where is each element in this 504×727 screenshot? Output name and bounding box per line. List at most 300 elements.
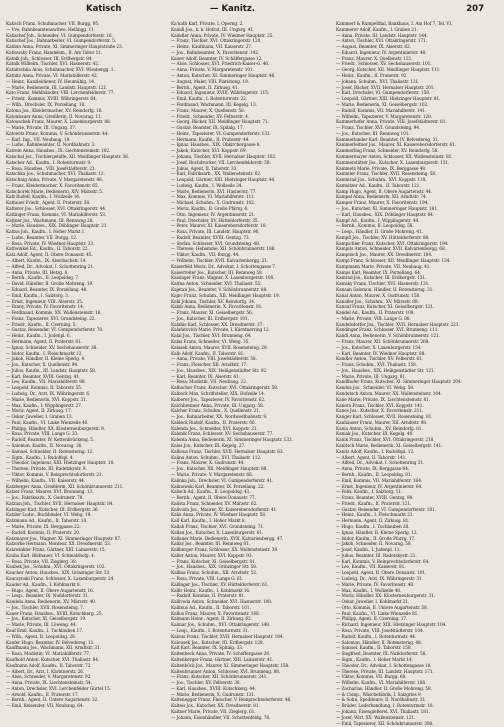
- directory-entry: Kallmus Ad., Kaufm., II. Taborstr. 101.: [171, 605, 251, 611]
- directory-entry: Katlein Anna, Private, XI. Simmeringer Hauptstraße 23.: [6, 45, 123, 51]
- directory-entry: — Franz, Maurer, X. Gudrunstr. 44.: [171, 461, 245, 467]
- directory-entry: Kaufmann Adolf, Kaufm., II. Taborstr. 72.: [6, 663, 92, 669]
- directory-entry: — Wilh., Drechsler, IX. Porzellang. 18.: [6, 102, 86, 108]
- directory-entry: Kalenik Franz, Schlosser, XV. Sechshauserstr. 77.: [171, 432, 274, 438]
- directory-entry: Kauf Emil, Kaufm., I. Tuchlauben 17.: [6, 629, 84, 635]
- directory-entry: Kampfl Jos., Tischler, XV. Hütteldorferstr. 88.: [336, 235, 430, 241]
- directory-entry: Kampitsch Jos., Maurer, XX. Dresdnerstr. 104.: [336, 253, 433, 259]
- directory-entry: Kauczynski Franz, Schlosser, X. Laxenburgerstr. 24.: [6, 577, 115, 582]
- directory-entry: Kania Anton, Schuhm., XV. Reindorfg. 81.: [336, 426, 423, 432]
- directory-entry: — Jos., Kutscher, XI. Geiselbergstr. 19.: [6, 617, 87, 623]
- directory-entry: — Gustav, Reisender, VI. Gumpendorferstr. 70.: [6, 328, 104, 334]
- directory-entry: Kaller Anton, Maurer, XVI. Koppstr. 93.: [171, 553, 253, 559]
- directory-entry: Kanitz Adolf, Kaufm., I. Rudolfspl. 12.: [336, 449, 415, 455]
- directory-entry: — Jos., Kutscher, XI. Simmeringer Hauptstr. 181.: [336, 207, 439, 212]
- directory-entry: Katischef Jos., Bahnarbeiter, VI. Gumpendorferstr. 5.: [6, 39, 116, 45]
- directory-entry: — Rudolf, Kommis, II. Praterstr. 20.: [6, 530, 81, 536]
- directory-entry: — Leop., Händler, II. Große Mohreng. 41.: [336, 230, 423, 236]
- directory-entry: Kampits Anton, Schneider, XVII. Kalvarienbergg. 68.: [336, 247, 446, 253]
- directory-entry: Kalix Anna, Private, IV. Wiedner Hauptstr. 58.: [171, 513, 267, 519]
- directory-entry: — Eduard, Beamter, IX. Porzellang. 48.: [6, 287, 88, 293]
- directory-entry: Kalivoda Jos., Maurer, XI. Kaiserebersdorferstr. 41.: [171, 507, 278, 513]
- directory-entry: Kandlhofer Franz, Kutscher, XI. Simmeringer Hauptstr. 204.: [336, 380, 462, 386]
- directory-entry: — Rudolf, Kommis, VII. Mariahilferstr. 141.: [336, 108, 427, 114]
- directory-entry: Katzberger Anna, Greißlerin, XII. Schönbrunnerstr. 211.: [6, 484, 124, 490]
- directory-entry: — Leopold, Kommis, II. Taborstr. 55.: [6, 386, 83, 392]
- directory-entry: — Eduard, Ingenieur, IV. Argentinierstr. 48.: [336, 50, 427, 56]
- directory-entry: Katzian Joh., Tischler, XVII. Hernalser Hauptstr. 84.: [6, 501, 114, 507]
- directory-entry: Kajnc Franz, Schuhm., XII. Meidlinger Hauptstr. 19.: [171, 293, 280, 299]
- directory-entry: — Josef, Bäcker, XVII. Hernalser Hauptstr. 201.: [336, 85, 435, 91]
- directory-entry: — Samuel, Kaufm., II. Taborstr. 158.: [336, 646, 412, 652]
- directory-entry: — Jos., Kutscher, XII. Meidlinger Hauptstr. 88.: [171, 467, 268, 473]
- directory-entry: — Therese, Private, III. Landstr. Hauptstr. 171.: [336, 669, 434, 675]
- directory-entry: Kallay Jos., Beamter, III. Rennweg 81.: [171, 542, 250, 548]
- directory-entry: — Ernst, Ingenieur, IV. Argentinierstr. 64.: [336, 484, 423, 490]
- directory-entry: Kammerstätter Jos., Kutscher, X. Laxenburgerstr. 131.: [336, 160, 450, 166]
- directory-entry: — Karl, Beamter, XVIII. Gentzg. 41.: [6, 374, 81, 380]
- directory-entry: — Karl, Ing., VII. Neubaug. 19.: [6, 137, 71, 143]
- directory-entry: — Julius, Beamter, III. Radetzkystr. 21.: [336, 553, 417, 559]
- directory-entry: — Philipp, Händler, XX. Klosterneuburgerstr. 9.: [6, 426, 105, 432]
- directory-entry: — Julius, Kaufm., III. Landstr. Hauptstr. 58.: [6, 368, 97, 374]
- directory-entry: — Karl, Drechsler, VI. Gumpendorferstr. 158.: [336, 91, 431, 97]
- directory-entry: — Rosa, Private, VIII. Josefstädterstr. 104.: [336, 629, 424, 635]
- directory-entry: — Rosa, Private, III. Landstr. Hauptstr. 96.: [171, 230, 260, 236]
- directory-entry: Katrein Anna, Hausbes., IX. Liechtensteinstr. 102.: [6, 149, 111, 155]
- directory-entry: — Fanny, Private, IV. Favoritenstr. 14.: [6, 305, 85, 311]
- directory-entry: Kanal Anton, Maurer, X. Gudrunstr. 158.: [336, 293, 421, 299]
- directory-entry: Kaltenböck Jos., Maurer, XI. Simmeringer Hauptstr. 158.: [171, 663, 290, 669]
- directory-entry: — Isidor, Kaufm., I. Fleischmarkt 12.: [6, 351, 83, 357]
- directory-entry: Kandl Anna, Bedienerin, V. Schönbrunnerstr. 121.: [336, 334, 440, 340]
- directory-entry: Kallus Franz, Maurer, X. Favoritenstr. 168.: [171, 611, 260, 617]
- directory-entry: — Wilhelm, Kaufm., VI. Mariahilferstr. 188.: [336, 681, 427, 687]
- directory-entry: — Peter, Maurer, XI. Kaiserebersdorferstr. 18.: [171, 224, 267, 230]
- directory-entry: Kallab Franz, Tischler, XVI. Grundsteing. 71.: [171, 524, 265, 530]
- directory-entry: — Anton, Drechsler, XVI. Lerchenfelder Gürtel 15.: [6, 686, 111, 692]
- directory-entry: — Wilh., Agent, II. Leopoldsg. 28.: [6, 634, 76, 640]
- directory-entry: — & Sohn, Spediteure, II. Nordbahnstr. 21.: [336, 698, 427, 704]
- directory-entry: — Ferdinand, Wachmann, III. Kegelg. 13.: [171, 102, 257, 108]
- directory-entry: — Leopold, Agent, II. Obere Donaustr. 101.: [336, 571, 427, 577]
- directory-entry: — Hermann, Agent, II. Praterstr. 61.: [6, 339, 82, 345]
- directory-entry: Kalhous Franz, Tischler, XVII. Hernalser Hauptstr. 63.: [171, 449, 284, 455]
- directory-entry: Kaufer Hugo, Beamter, IV. Belvedereg. 11.: [6, 640, 95, 646]
- directory-entry: Kattus Joh., Kaufm., I. Hoher Markt 1.: [6, 230, 86, 236]
- directory-entry: Kammetz Marie, Private, IX. Berggasse 48.: [336, 166, 427, 172]
- directory-entry: Kalafatovich Marie, Private, I. Kärntnerring 12.: [171, 328, 270, 334]
- directory-entry: — Therese, Private, III. Radetzkystr. 9.: [6, 467, 87, 473]
- directory-entry: Kamp Hugo, Agent, II. Obere Augartenstr. 44.: [336, 189, 433, 195]
- directory-entry: — Friedr., Kaufm., II. Praterstr. 121.: [336, 501, 412, 507]
- directory-entry: — Anna, Private, IX. Liechtensteinstr. 54.: [6, 681, 92, 687]
- page-number: 207: [466, 4, 484, 14]
- directory-entry: — Jakob, Händler, II. Kleine Sperlg. 4.: [6, 357, 86, 363]
- directory-entry: Katnitschka Alois, Schuhmacher, XVI. Wiesbergg. 1.: [6, 68, 115, 74]
- directory-entry: — Leop., Kaufm., I. Rotenturmstr. 31.: [171, 629, 250, 635]
- directory-entry: — Ludw., Bahnbeamter, II. Nordbahnstr. 3.: [6, 143, 96, 149]
- directory-entry: — Leop., Beamter, IX. Nußdorferstr. 31.: [6, 594, 90, 600]
- directory-entry: — Zacharias, Händler, II. Große Mohreng. 58.: [336, 686, 432, 692]
- directory-entry: — Salomon, Kaufm., II. Novarag. 36.: [6, 444, 83, 450]
- directory-entry: Kandinger Franz, Schlosser, XVI. Brunneng. 111.: [336, 328, 439, 334]
- directory-entry: Kalasek Anton, Maurer, XVII. Rosensteing. 29.: [171, 345, 268, 351]
- directory-entry: Katzorke Hermann, Monteur, XX. Dresdnerstr. 53.: [6, 542, 111, 548]
- directory-entry: — Max, Kommis, VI. Mariahilferstr. 111.: [171, 195, 256, 201]
- directory-entry: Kammerhofer Anna, Private, VIII. Josefstädterstr. 81.: [336, 120, 447, 126]
- directory-entry: — Anna, Private, III. Landstr. Hauptstr. 144.: [336, 33, 428, 39]
- directory-entry: — Franz, Kutscher, XI. Geiselbergstr. 81.: [171, 559, 256, 565]
- directory-entry: — Franz, Tapezierer, XVI. Grundsteing. 22.: [6, 316, 96, 322]
- directory-columns: [6, 22, 498, 727]
- directory-entry: Katowitz Franz, Kommis, V. Schönbrunnerstr. 44.: [6, 131, 109, 137]
- directory-entry: — Marie, Hausbes., XIX. Döblinger Hauptstr. 21.: [6, 224, 108, 230]
- directory-entry: — Friedr., Schneider, XV. Felberstr. 4.: [171, 114, 250, 120]
- directory-entry: Katterer Jos., Schlosser, XVI. Ottakringerstr. 44.: [6, 207, 107, 212]
- directory-entry: — Isidor, Kaufm., II. Große Pfarrg. 17.: [336, 536, 416, 542]
- directory-entry: — Ignaz, Hausbes., XIX. Obkirchergasse 8.: [171, 143, 261, 149]
- directory-entry: Kalousek Jos., Kutscher, III. Erdbergstr. 128.: [171, 640, 264, 646]
- directory-entry: — Rosa, Private, VII. Zieglerg. 38.: [6, 559, 77, 565]
- directory-entry: — Georg, Bäcker, XII. Meidlinger Hauptstr. 71.: [171, 120, 269, 126]
- directory-entry: — Emil, Tapezierer, XII. Schönbrunnerstr. 288.: [336, 721, 434, 727]
- directory-entry: — Siegfried, Beamter, IX. Nußdorferstr. 58.: [336, 652, 427, 658]
- directory-entry: Kallina Franz, Schuhm., XII. Arndtstr. 52.: [171, 571, 258, 577]
- directory-entry: Kalt Karl, Beamter, IX. Spitalg. 33.: [171, 646, 244, 652]
- directory-entry: — Samuel, Schneider, II. Rotensterng. 12.: [6, 449, 94, 455]
- directory-entry: — Josef, Wirt, XX. Wallensteinstr. 121.: [336, 715, 416, 721]
- directory-column-1: [6, 22, 168, 710]
- directory-entry: — Ludwig, Kaufm., I. Wollzeile 34.: [171, 183, 243, 189]
- directory-entry: Kammrad Jos., Schuhm., XVI. Koppstr. 118.: [336, 178, 427, 184]
- directory-entry: — Johann, Tischler, XVII. Hernalser Hauptstr. 162.: [171, 154, 277, 160]
- directory-entry: Kalous Franz, Tischler, XVII. Hernalser Hauptstr. 184.: [171, 634, 284, 640]
- directory-entry: — Jos., Kutscher, III. Rennweg 101.: [336, 131, 410, 137]
- directory-entry: — Bernh., Agent, II. Zirkusg. 41.: [171, 85, 239, 91]
- directory-entry: — Marie, Bedienerin, XI. Geiselbergstr. 102.: [336, 102, 429, 108]
- directory-entry: — Therese, Hebamme, XII. Schönbrunnerstr. 188.: [171, 247, 276, 253]
- directory-entry: Katzmayer Jos., Wagner, XI. Simmeringer Hauptstr. 87.: [6, 536, 122, 542]
- directory-entry: — Jos., Hausbes., XIX. Grinzinger Str. 58.: [171, 565, 258, 571]
- directory-entry: — Heinr., Kanzleidiener, IV. Heumühlg. 14.: [6, 79, 96, 85]
- directory-entry: — Moriz, Kaufm., II. Große Pfarrg. 6.: [171, 207, 249, 212]
- directory-entry: — Wilhelm, Tischler, XVII. Kalvarienbergg. 21.: [171, 259, 269, 265]
- directory-entry: — & Comp., Wäschefabrik, I. Salzgries 9.: [336, 692, 422, 698]
- directory-entry: Kaisinger Franz, Wagner, X. Laxenburgerstr. 108.: [171, 276, 275, 282]
- directory-entry: — Ludwig, Dr., Arzt, IX. Währingerstr. 6.: [6, 392, 91, 397]
- directory-entry: — Stefan, Schlosser, XVI. Grundsteing. 48.: [171, 241, 260, 247]
- directory-entry: — Jos., Hausbes., XIX. Heiligenstädter Str. 92.: [171, 368, 268, 374]
- directory-entry: Katisch Franz, Schuhmacher, VII. Burgg. 95.: [6, 22, 100, 27]
- directory-entry: — Vve, Bahnbeamtenswitwe, Hellingg. 11.: [6, 27, 95, 33]
- directory-entry: Kalisch Ad., Kaufm., II. Leopoldsg. 41.: [171, 490, 251, 496]
- directory-entry: — Heinr., Kaufm., I. Fleischmarkt 21.: [336, 513, 414, 519]
- page-header: [6, 4, 498, 16]
- directory-entry: Kalb Adolf, Kaufm., II. Taborstr. 81.: [171, 351, 245, 357]
- directory-entry: Katz Adolf, Agent, II. Obere Donaustr. 45.: [6, 253, 93, 259]
- directory-entry: Ka'nath Karl, Private, I. Operng. 2.: [171, 22, 244, 27]
- directory-entry: Kanitsch Marie, Bedienerin, XI. Geiselbergstr. 141.: [336, 444, 443, 450]
- directory-entry: — Ignaz, Händler, II. Kleine Sperlg. 12.: [336, 530, 418, 536]
- directory-entry: Kalberer Jos., Tapezierer, IV. Favoritenstr. 62.: [171, 397, 266, 403]
- directory-entry: — Ludwig, Dr., Arzt, IX. Währingerstr. 31.: [336, 577, 423, 582]
- directory-entry: Katnik Wilhelm, Tischler, XVI. Hasnerstr. 42.: [6, 62, 100, 68]
- directory-entry: Kalal Jos., Tischler, XVI. Brunneng. 64.: [171, 334, 252, 340]
- directory-entry: — Rudolf, Beamter, IV. Kettenbrückeng. 5.: [6, 438, 95, 444]
- directory-entry: Kandutsch Anton, Maurer, XX. Wallensteinstr. 104.: [336, 392, 442, 397]
- directory-entry: — Franz, Maurer, XI. Geiselbergstr. 56.: [171, 311, 253, 317]
- directory-entry: — Hugo, Kaufm., I. Tuchlauben 28.: [336, 524, 410, 530]
- header-right-word-text: Kanitz.: [221, 4, 255, 14]
- directory-entry: — Julius, Agent, II. Taborstr. 33.: [171, 166, 238, 172]
- directory-entry: Kalmann Heinr., Agent, II. Zirkusg. 62.: [171, 617, 252, 623]
- directory-entry: — Sigm., Kaufm., I. Rudolfspl. 4.: [6, 455, 74, 461]
- directory-entry: Kammermayer Anton, Schlosser, XX. Wallensteinstr. 81.: [336, 154, 453, 160]
- directory-entry: — Viktor, Kaufm., VII. Burgg. 44.: [171, 253, 240, 259]
- directory-entry: — Emil, Kaufm., I. Rotenturmstr. 22.: [171, 97, 248, 103]
- directory-entry: — Rudolf, Kaufm., I. Rotenturmstr. 44.: [336, 634, 417, 640]
- directory-entry: — August, Beamter, IX. Alserstr. 62.: [336, 45, 411, 51]
- directory-entry: — Jos., Kutscher, X. Quellenstr. 94.: [6, 363, 79, 369]
- directory-entry: — Moriz, Händler, XX. Klosterneuburgerstr. 31.: [336, 594, 436, 600]
- directory-entry: Kajetan Jos., Beamter, V. Schönbrunnerstr. 88.: [171, 287, 268, 293]
- directory-entry: Kamnitzer Ad., Kaufm., II. Taborstr. 121.: [336, 183, 421, 189]
- directory-entry: — Johann, Eisengießerei, XVI. Thaliastr. 181.: [336, 709, 430, 715]
- directory-entry: — Emil, Kaufm., I. Salztorg. 3.: [6, 293, 70, 299]
- directory-entry: — Leo, Kaufm., VII. Mariahilferstr. 98.: [6, 380, 86, 386]
- directory-entry: — Rosa, Modistin, VII. Neubaug. 22.: [171, 380, 248, 386]
- directory-entry: — Anton, Tischler, XVI. Ottakringerstr. 171.: [336, 39, 427, 45]
- directory-entry: — Johann, Schuhm., XVI. Thaliastr. 131.: [336, 79, 420, 85]
- directory-entry: Kaindl Jos., k. k. Hofrat, III. Ungarg. 41.: [171, 27, 255, 33]
- directory-entry: Katscher Ad., Kaufm., I. Rotenturmstr. 9.: [6, 160, 92, 166]
- directory-entry: Katzmann Ad., Kaufm., II. Taborstr. 10.: [6, 519, 88, 525]
- directory-entry: Kalcher Franz, Schuhm., X. Quellenstr. 21.: [171, 409, 261, 415]
- directory-entry: — Theodor, Dr., Advokat, I. Schottengasse 18.: [336, 663, 432, 669]
- header-right-word: [210, 4, 255, 14]
- directory-entry: Kaniak Jos., Kutscher, III. Kegelg. 48.: [336, 432, 414, 438]
- directory-entry: — Heinr., Kaufm., II. Praterstr. 92.: [336, 74, 408, 80]
- directory-entry: — Josef, Kaufm., I. Judenpl. 11.: [336, 548, 401, 554]
- directory-entry: — Salomon, Händler, II. Rotensterng. 48.: [336, 640, 422, 646]
- directory-entry: Katischef Joh., Schneider, VI. Gumpendorferstr. 16.: [6, 33, 113, 39]
- directory-entry: Kaiserreiter Jos., Kutscher, III. Rennweg 58.: [171, 270, 263, 276]
- directory-entry: — Leopold, Gärtner, XIII. Hietzinger Hauptstr. 81.: [336, 97, 441, 103]
- directory-entry: — Albert, Kaufm., IX. Alserbachstr. 14.: [6, 259, 87, 265]
- directory-entry: Kaltenegger Franz, Fleischer, V. Reinprechtsdorferstr. 48.: [171, 698, 292, 704]
- directory-entry: — Jos., Tischler, XV. Felberstr. 38.: [171, 681, 241, 687]
- directory-entry: Kauder Ad., Kaufm., I. Kohlmarkt 8.: [6, 582, 81, 588]
- directory-entry: — Bernh., Kommis, II. Leopoldsg. 58.: [336, 224, 414, 230]
- directory-entry: — Philipp, Agent, II. Czerning. 17.: [336, 617, 408, 623]
- directory-entry: — August, Maler, VIII. Piaristeng. 19.: [171, 79, 249, 85]
- directory-entry: — Rudolf, Kommis, II. Praterstr. 81.: [171, 594, 246, 600]
- directory-entry: Kane Marie, Private, IX. Liechtensteinstr. 81.: [336, 397, 430, 403]
- directory-entry: — Ignaz, Schneider, XV. Sechshauserstr. 38.: [6, 345, 98, 351]
- directory-entry: Kauffmann Jos., Wachmann, XII. Arndtstr. 31.: [6, 646, 101, 652]
- directory-entry: — Wilhelm, Kaufm., VII. Kaiserstr. 44.: [6, 478, 86, 484]
- directory-entry: Kammerl & Rumpelthal, Bankhaus, I. Am Hof 7, Tel. VI.: [336, 22, 453, 27]
- directory-entry: Kalmar Jos., Schuhm., XVI. Ottakringerstr. 148.: [171, 623, 271, 629]
- directory-entry: Kalbacher Franz, Kutscher, XVI. Ottakringerstr. 58.: [171, 386, 279, 392]
- directory-entry: — Moriz, Agent, II. Zirkusg. 17.: [6, 409, 72, 415]
- directory-entry: Kamps Karl, Beamter, IX. Porzellang. 64.: [336, 270, 422, 276]
- directory-entry: Kalchbrenner Anna, Private, III. Ungarg. 58.: [171, 403, 264, 409]
- directory-entry: — Marie, Bedienerin, XVI. Hasnerstr. 77.: [171, 189, 257, 195]
- directory-entry: Kammerleitner Jos., Maurer, XI. Kaiserebersdorferstr. 61.: [336, 143, 457, 149]
- directory-entry: — Richard, Ingenieur, XIII. Hietzinger Hauptstr. 104.: [336, 623, 447, 629]
- directory-entry: Kaudela Anna, Bedienerin, XV. Märzstr. 40.: [6, 600, 96, 606]
- directory-entry: — Johann, Eisenhändler, VII. Schottenfeldg. 78.: [171, 715, 271, 721]
- directory-entry: Kalas Franz, Schneider, VI. Webg. 35.: [171, 339, 250, 345]
- directory-entry: — Friedr., Kaufm., II. Czerning. 5.: [6, 322, 77, 328]
- directory-entry: Katt Rudolf, Kaufm., I. Wollzeile 16.: [6, 195, 81, 201]
- directory-entry: — Paul, Kaufm., VI. Linke Wienzeile 40.: [6, 420, 89, 426]
- directory-entry: — Heinr., Kaufm., I. Judenpl. 6.: [6, 334, 71, 340]
- directory-entry: Kalista Franz, Schneider, XV. Märzstr. 62.: [171, 501, 258, 507]
- directory-entry: — Jos., Kutscher, X. Laxenburgerstr. 154.: [336, 345, 422, 351]
- directory-entry: — Rosa, Modistin, VI. Mariahilferstr. 77.: [6, 652, 91, 658]
- directory-entry: Kall Karl, Kaufm., I. Hoher Markt 8.: [171, 519, 246, 525]
- directory-entry: Katnik Joh., Schlosser, III. Erdbergstr. 84.: [6, 56, 93, 62]
- directory-entry: Kalteis Jos., Kutscher, XX. Dresdnerstr. 81.: [171, 704, 260, 710]
- directory-entry: — Alfred, Dr., Advokat, I. Schottenring 31.: [336, 461, 425, 467]
- directory-entry: — Marie, Private, III. Ungarg. 37.: [6, 126, 77, 132]
- directory-entry: — Marie, Bedienerin, III. Landstr. Hauptstr. 121.: [6, 85, 108, 91]
- directory-entry: — Marie, Private, III. Löweng. 44.: [6, 623, 77, 629]
- directory-entry: — Jos., Hausbes., XIX. Heiligenstädter Str. 121.: [336, 368, 435, 374]
- directory-entry: — Emil, Reisender, VII. Neubaug. 64.: [6, 704, 84, 710]
- directory-entry: Kalinowski Karl, Beamter, IX. Porzellang. 22.: [171, 484, 265, 490]
- directory-entry: Katona Jos., Kleidermacher, XV. Reindorfg. 16.: [6, 108, 103, 114]
- directory-entry: — Bernh., Agent, II. Obere Donaustr. 77.: [171, 496, 256, 502]
- directory-entry: — Jakob, Schneider, II. Novarag. 58.: [336, 542, 412, 548]
- directory-entry: Kampel Anna, Bedienerin, XII. Arndtstr. 74.: [336, 195, 427, 201]
- directory-entry: Kattauer Friedr., Agent, II. Praterstr. 38.: [6, 201, 91, 207]
- directory-entry: Kaufhold Anton, Kutscher, XVI. Thaliastr. 84.: [6, 657, 100, 663]
- directory-entry: Kaubek Jos., Schuhm., XVI. Ottakringerstr. 102.: [6, 565, 106, 571]
- directory-entry: Kallivoda Anton, Schneider, XVI. Hasnerstr. 108.: [171, 600, 273, 606]
- directory-entry: — Jos., Fabriksarb., X. Gudrunstr. 78.: [6, 496, 84, 502]
- directory-entry: — Brüder, Lederhandlung, I. Rotenturmstr. 18.: [336, 704, 434, 710]
- directory-entry: Kattwinkel Ed., Kaufm., II. Taborstr. 22.: [6, 247, 89, 253]
- directory-entry: — Anna, Private, V. Margaretenstr. 101.: [171, 68, 254, 74]
- directory-entry: Katschka Jos., Schuhmacher, XVI. Thaliastr. 12.: [6, 172, 105, 178]
- directory-entry: Kandler Anton, Tischler, XV. Felberstr. 61.: [336, 357, 424, 363]
- directory-entry: — Anton, Kutscher, XI. Simmeringer Hauptstr. 48.: [171, 74, 276, 80]
- directory-entry: Katzwinkler Franz, Gärtner, XIII. Lainzerstr. 15.: [6, 548, 106, 554]
- directory-entry: Kaitna Anton, Schneider, XVI. Thaliastr. 55.: [171, 282, 262, 288]
- directory-entry: — Karl, Kommis, V. Reinprechtsdorferstr. 64.: [336, 559, 430, 565]
- directory-entry: — Friedr., Kommis, XVIII. Währingerstr. 64.: [6, 97, 97, 103]
- directory-entry: — Paul, Kaufm., VI. Linke Wienzeile 81.: [336, 611, 419, 617]
- directory-entry: — Rosa, Private, VIII. Lange G. 61.: [171, 577, 244, 582]
- directory-entry: Katnitz Anna, Private, VI. Mariahilferstr. 42.: [6, 74, 98, 80]
- directory-entry: — Anna, Private, IX. Berggasse 64.: [336, 467, 409, 473]
- directory-entry: Kaltenbeck Anna, Private, IV. Schäffergasse 28.: [171, 652, 271, 658]
- directory-entry: — Viktor, Kommis, VII. Burgg. 68.: [336, 675, 407, 681]
- directory-entry: — Karl, Fabriksarb., XX. Wallensteinstr. 62.: [171, 172, 262, 178]
- directory-entry: — Bernh., Agent, II. Untere Augartenstr. 32.: [6, 698, 99, 704]
- directory-entry: — Anna, Private, VIII. Josefstädterstr. 58.: [171, 357, 257, 363]
- directory-entry: — Theodor, Ingenieur, XIII. Hietzinger Hauptstr. 18.: [6, 461, 115, 467]
- directory-entry: — Ferdinand, Kommis, XX. Wallensteinstr. 16.: [6, 311, 102, 317]
- directory-entry: — Jos., Kutscher, III. Erdbergstr. 101.: [171, 316, 249, 322]
- directory-entry: — Oskar, Juwelier, I. Kohlmarkt 21.: [336, 600, 410, 606]
- directory-entry: Kanera Franz, Tischler, XVI. Koppstr. 141.: [336, 403, 424, 409]
- directory-entry: Kaindler Anna, Private, IV. Wiedner Hauptstr. 25.: [171, 33, 274, 39]
- directory-entry: Kales Jos., Kutscher, III. Kegelg. 27.: [171, 444, 246, 450]
- directory-entry: — Paul, Drechsler, XV. Hütteldorferstr. 35.: [171, 218, 259, 224]
- directory-entry: Kammler Franz, Tischler, XVII. Rosensteing. 58.: [336, 172, 437, 178]
- directory-entry: — Wilhelm, Tapezierer, V. Margaretenstr. 128.: [336, 114, 433, 120]
- header-left-word: Katisch: [86, 4, 122, 14]
- directory-entry: Katschorek Marie, Bedienerin, XIV. Märzstr. 5.: [6, 189, 104, 195]
- directory-entry: — Sigm., Kaufm., I. Hoher Markt 14.: [336, 657, 413, 663]
- directory-entry: Katzler Ludw., Buchbinder, VI. Webg. 19.: [6, 513, 92, 519]
- directory-entry: — Max, Kaufm., I. Wollzeile 48.: [336, 588, 402, 594]
- directory-entry: Kallan Jos., Kutscher, X. Laxenburgerstr. 61.: [171, 530, 264, 536]
- directory-entry: — Franz, Schuhm., XVI. Thaliastr. 158.: [336, 363, 417, 369]
- directory-entry: Kattner Jos., Wachmann, III. Rennweg 28.: [6, 218, 94, 224]
- directory-entry: Kalabis Karl, Schlosser, XX. Dresdnerstr. 27.: [171, 322, 264, 328]
- directory-entry: — Franz, Maurer, XII. Schönbrunnerstr. 268.: [336, 339, 430, 345]
- directory-entry: — Gustav, Beamter, IX. Spitalg. 17.: [171, 126, 244, 132]
- directory-entry: Kandus Jos., Schneider, VI. Webg. 58.: [336, 386, 415, 392]
- directory-entry: — Anna, Private, III. Hetzg. 8.: [6, 270, 69, 276]
- directory-entry: — Rosa, Private, IV. Wiedner Hauptstr. 33.: [6, 241, 95, 247]
- directory-entry: Kammerlander Karl, Beamter, IV. Belvedereg. 31.: [336, 137, 440, 143]
- directory-entry: — Friedr., Schlosser, XV. Sechshauserstr. 101.: [336, 62, 432, 68]
- directory-entry: — Bernh., Kaufm., II. Leopoldsg. 7.: [6, 276, 80, 282]
- directory-entry: Kallauer Marie, Bedienerin, XVII. Kalvarienbergg. 47.: [171, 536, 284, 542]
- directory-entry: — David, Händler, II. Große Mohreng. 19.: [6, 282, 94, 288]
- directory-entry: — Viktor, Kommis, V. Reinprechtsdorferstr. 21.: [6, 472, 103, 478]
- directory-entry: — Karl, Beamter, IX. Alserstr. 41.: [171, 374, 240, 380]
- directory-entry: — Heinr., Kaufmann, VII. Kaiserstr. 27.: [171, 45, 253, 51]
- directory-entry: Kattinger Franz, Kommis, VI. Mariahilferstr. 53.: [6, 212, 107, 218]
- directory-entry: Kanaan Salomon, Händler, II. Rotensterng. 31.: [336, 287, 434, 293]
- directory-entry: — Marie, Private, VIII. Lange G. 88.: [336, 316, 411, 322]
- directory-entry: Kandel Ad., Kaufm., II. Praterstr. 108.: [336, 311, 415, 317]
- directory-entry: — Oskar, Juwelier, I. Graben 13.: [6, 415, 73, 421]
- directory-entry: Katzinger Karl, Kutscher, III. Erdbergstr. 36.: [6, 507, 99, 513]
- directory-entry: Kammerling Franz, Schneider, XV. Reindorfg. 58.: [336, 149, 439, 155]
- directory-entry: — Arnold, Kaufm., II. Praterstr. 17.: [6, 692, 79, 698]
- directory-entry: Kalinka Joh., Drechsler, VI. Gumpendorferstr. 41.: [171, 478, 274, 484]
- directory-entry: — Otto, Ingenieur, IV. Argentinierstr. 21.: [171, 212, 256, 218]
- directory-entry: Kalab Anna, Bedienerin, X. Favoritenstr. 81.: [171, 305, 263, 311]
- directory-entry: — Heinr., Tapezierer, VI. Gumpendorferstr. 132.: [171, 131, 271, 137]
- directory-entry: Kalenta Anna, Bedienerin, XI. Simmeringer Hauptstr. 133.: [171, 438, 293, 444]
- directory-entry: — Jos., Bahnarbeiter, XX. Nordwestbahnstr. 9.: [171, 415, 268, 421]
- directory-entry: — Jakob, Kutscher, XVI. Koppstr. 69.: [171, 149, 247, 155]
- directory-entry: Katzer Franz, Maurer, XVI. Brunneng. 13.: [6, 490, 94, 496]
- directory-entry: — Franz, Tischler, XVI. Ottakringerstr. 120.: [171, 39, 262, 45]
- directory-entry: — Max, Kaufm., I. Wipplingerstr. 27.: [6, 403, 83, 409]
- directory-entry: Katschal Jos., Tischlergehilfe, XII. Meidlinger Hauptstr. 36.: [6, 154, 130, 160]
- directory-entry: — Ludw., Beamter, VII. Burgg. 12.: [6, 235, 78, 241]
- directory-entry: Kanik Franz, Tischler, XVI. Ottakringerstr. 218.: [336, 438, 435, 444]
- directory-entry: — Albert, Dr., Arzt, I. Kärntnerstr. 26.: [6, 669, 85, 675]
- directory-entry: Katonbauer Anna, Greißlerin, II. Novarag. 11.: [6, 114, 102, 120]
- directory-entry: — Georg, Kutscher, XII. Meidlinger Hauptstr. 111.: [336, 68, 441, 74]
- directory-entry: — Karl, Hausbes., XVIII. Kutschkerg. 44.: [171, 686, 256, 692]
- directory-entry: Kallir Heinr., Kaufm., I. Kohlmarkt 16.: [171, 588, 251, 594]
- directory-column-3: [336, 22, 498, 727]
- directory-entry: — Franz, Beamter, XVIII. Gentzg. 98.: [336, 496, 414, 502]
